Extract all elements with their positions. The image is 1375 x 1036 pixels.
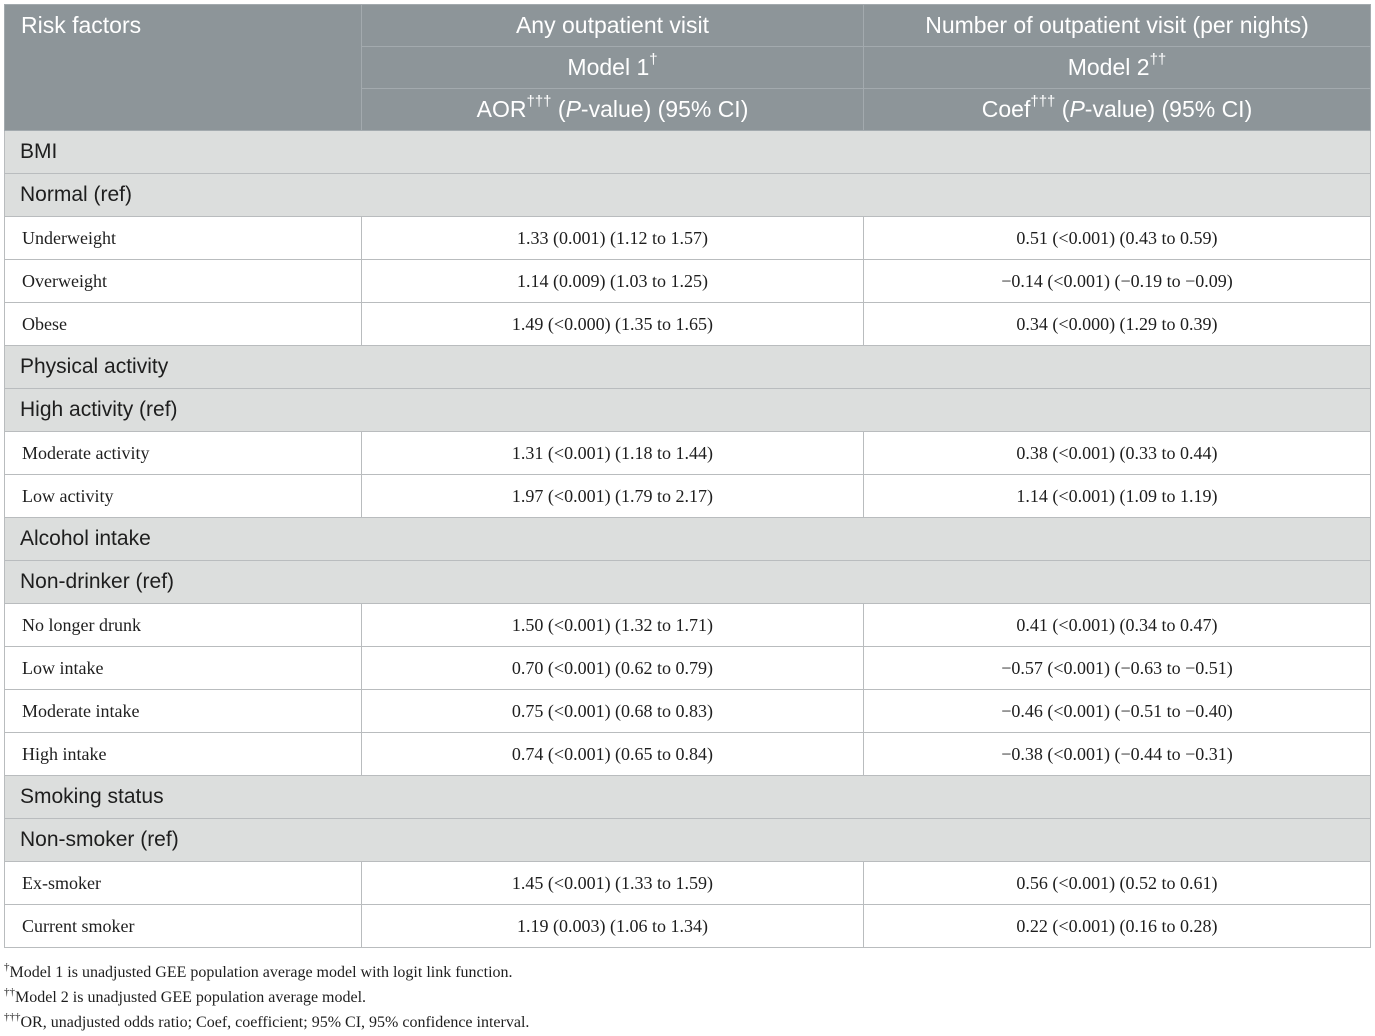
table-row [5,862,1371,905]
group-label: BMI [5,131,1371,174]
footnote-text: OR, unadjusted odds ratio; Coef, coefficient; 95% CI, 95% confidence interval. [20,1014,530,1031]
col1-metric-rest: -value) (95% CI) [580,96,749,122]
table-row [5,217,1371,260]
table-row [5,647,1371,690]
reference-label: Non-drinker (ref) [5,561,1371,604]
footnotes [4,960,529,1035]
reference-row [5,174,1371,217]
row-label: No longer drunk [5,604,362,647]
table-row [5,260,1371,303]
group-label: Physical activity [5,346,1371,389]
col2-metric-text: Coef [981,96,1031,122]
model2-value: −0.14 (<0.001) (−0.19 to −0.09) [864,260,1371,303]
footnote-text: Model 1 is unadjusted GEE population average model with logit link function. [9,964,513,981]
model1-value: 1.49 (<0.000) (1.35 to 1.65) [362,303,864,346]
col1-metric-open: ( [551,96,566,122]
col2-metric [864,89,1371,131]
row-label: High intake [5,733,362,776]
footnote [4,1010,529,1035]
model2-value: 0.34 (<0.000) (1.29 to 0.39) [864,303,1371,346]
model2-value: −0.57 (<0.001) (−0.63 to −0.51) [864,647,1371,690]
table-row [5,604,1371,647]
model1-value: 1.19 (0.003) (1.06 to 1.34) [362,905,864,948]
table-row [5,905,1371,948]
col1-title-text: Any outpatient visit [515,12,710,38]
model1-value: 1.50 (<0.001) (1.32 to 1.71) [362,604,864,647]
group-row [5,776,1371,819]
row-label: Ex-smoker [5,862,362,905]
footnote-marker: ††† [4,1010,21,1023]
model2-value: 0.51 (<0.001) (0.43 to 0.59) [864,217,1371,260]
col2-metric-sup: ††† [1030,93,1056,111]
reference-label: High activity (ref) [5,389,1371,432]
row-label: Obese [5,303,362,346]
reference-row [5,819,1371,862]
model2-value: 0.41 (<0.001) (0.34 to 0.47) [864,604,1371,647]
footnote [4,960,529,985]
group-row [5,518,1371,561]
table-row [5,733,1371,776]
table-row [5,690,1371,733]
model2-value: 0.22 (<0.001) (0.16 to 0.28) [864,905,1371,948]
model1-value: 0.74 (<0.001) (0.65 to 0.84) [362,733,864,776]
model1-value: 0.70 (<0.001) (0.62 to 0.79) [362,647,864,690]
row-label: Current smoker [5,905,362,948]
table-header [5,5,1371,131]
col1-model [362,47,864,89]
footnote-marker: † [4,960,10,973]
model2-value: 1.14 (<0.001) (1.09 to 1.19) [864,475,1371,518]
col2-metric-rest: -value) (95% CI) [1084,96,1253,122]
model2-value: 0.38 (<0.001) (0.33 to 0.44) [864,432,1371,475]
col1-metric-p: P [565,96,581,122]
group-row [5,131,1371,174]
results-table [4,4,1371,948]
col2-model-text: Model 2 [1067,54,1150,80]
reference-label: Normal (ref) [5,174,1371,217]
row-label: Underweight [5,217,362,260]
table-body [5,131,1371,948]
row-label: Low intake [5,647,362,690]
row-label: Low activity [5,475,362,518]
col1-model-text: Model 1 [567,54,650,80]
row-label: Overweight [5,260,362,303]
col2-metric-open: ( [1055,96,1070,122]
model1-value: 1.33 (0.001) (1.12 to 1.57) [362,217,864,260]
table-row [5,475,1371,518]
reference-label: Non-smoker (ref) [5,819,1371,862]
col1-metric-text: AOR [476,96,527,122]
col2-model [864,47,1371,89]
col2-title-text: Number of outpatient visit (per nights) [925,12,1309,38]
row-label: Moderate intake [5,690,362,733]
model2-value: −0.46 (<0.001) (−0.51 to −0.40) [864,690,1371,733]
model1-value: 1.14 (0.009) (1.03 to 1.25) [362,260,864,303]
model2-value: −0.38 (<0.001) (−0.44 to −0.31) [864,733,1371,776]
group-row [5,346,1371,389]
risk-factors-header [5,5,362,131]
col2-metric-p: P [1069,96,1085,122]
model1-value: 1.45 (<0.001) (1.33 to 1.59) [362,862,864,905]
col2-model-sup: †† [1149,51,1167,69]
reference-row [5,561,1371,604]
col2-title [864,5,1371,47]
table-row [5,303,1371,346]
reference-row [5,389,1371,432]
row-label: Moderate activity [5,432,362,475]
model2-value: 0.56 (<0.001) (0.52 to 0.61) [864,862,1371,905]
col1-title [362,5,864,47]
footnote-text: Model 2 is unadjusted GEE population average model. [15,989,367,1006]
table-row [5,432,1371,475]
model1-value: 1.97 (<0.001) (1.79 to 2.17) [362,475,864,518]
group-label: Smoking status [5,776,1371,819]
group-label: Alcohol intake [5,518,1371,561]
col1-model-sup: † [649,51,658,69]
col1-metric [362,89,864,131]
col1-metric-sup: ††† [526,93,552,111]
risk-factors-label: Risk factors [21,12,142,38]
footnote-marker: †† [4,985,15,998]
footnote [4,985,529,1010]
model1-value: 0.75 (<0.001) (0.68 to 0.83) [362,690,864,733]
model1-value: 1.31 (<0.001) (1.18 to 1.44) [362,432,864,475]
